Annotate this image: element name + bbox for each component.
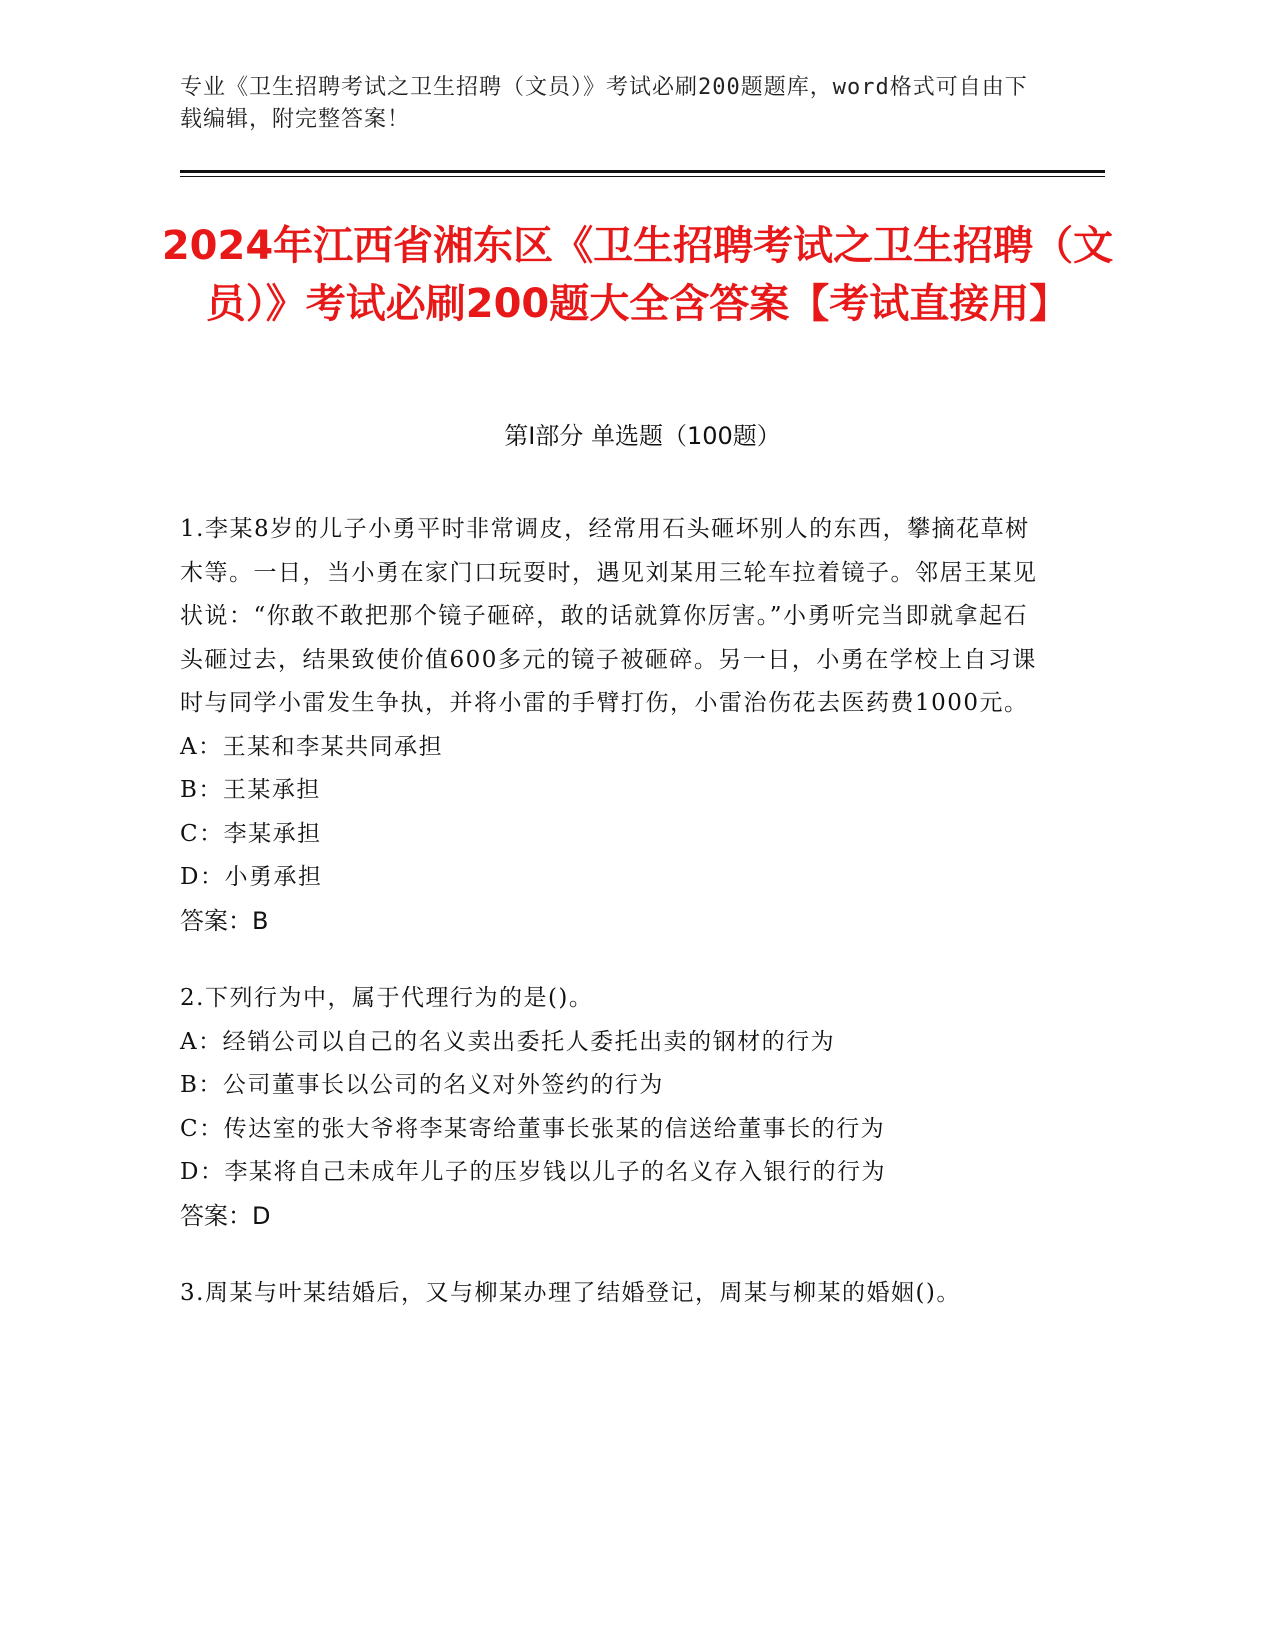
option-d: D：李某将自己未成年儿子的压岁钱以儿子的名义存入银行的行为 — [180, 1159, 886, 1185]
question-2 — [180, 977, 1040, 1238]
question-stem: 2.下列行为中，属于代理行为的是()。 — [180, 985, 594, 1011]
option-a: A：经销公司以自己的名义卖出委托人委托出卖的钢材的行为 — [180, 1028, 836, 1055]
question-1 — [180, 508, 1040, 943]
section-title: 第I部分 单选题（100题） — [504, 422, 781, 450]
answer: 答案：B — [180, 906, 269, 935]
question-stem: 1.李某8岁的儿子小勇平时非常调皮，经常用石头砸坏别人的东西，攀摘花草树木等。一日，当小勇在家门口玩耍时，遇见刘某用三轮车拉着镜子。邻居王某见状说：“你敢不敢把那个镜子砸碎，敢的话就算你厉害。”小勇听完当即就拿起石头砸过去，结果致使价值600多元的镜子被砸碎。另一日，小勇在学校上自习课时与同学小雷发生争执，并将小雷的手臂打伤，小雷治伤花去医药费1000元。 — [180, 516, 1038, 716]
header-divider-thick — [180, 170, 1105, 173]
option-d: D：小勇承担 — [180, 864, 323, 890]
answer: 答案：D — [180, 1201, 271, 1230]
option-c: C：李某承担 — [180, 820, 322, 847]
question-3 — [180, 1272, 1040, 1316]
option-c: C：传达室的张大爷将李某寄给董事长张某的信送给董事长的行为 — [180, 1115, 886, 1142]
header-divider-thin — [180, 176, 1105, 177]
option-b: B：王某承担 — [180, 777, 321, 803]
header-note: 专业《卫生招聘考试之卫生招聘（文员）》考试必刷200题题库，word格式可自由下载编辑，附完整答案！ — [180, 75, 1028, 132]
document-title: 2024年江西省湘东区《卫生招聘考试之卫生招聘（文员）》考试必刷200题大全含答案【考试直接用】 — [161, 223, 1114, 327]
option-a: A：王某和李某共同承担 — [180, 733, 444, 760]
question-list — [180, 508, 1040, 1350]
option-b: B：公司董事长以公司的名义对外签约的行为 — [180, 1072, 664, 1098]
question-stem: 3.周某与叶某结婚后，又与柳某办理了结婚登记，周某与柳某的婚姻()。 — [180, 1280, 961, 1306]
